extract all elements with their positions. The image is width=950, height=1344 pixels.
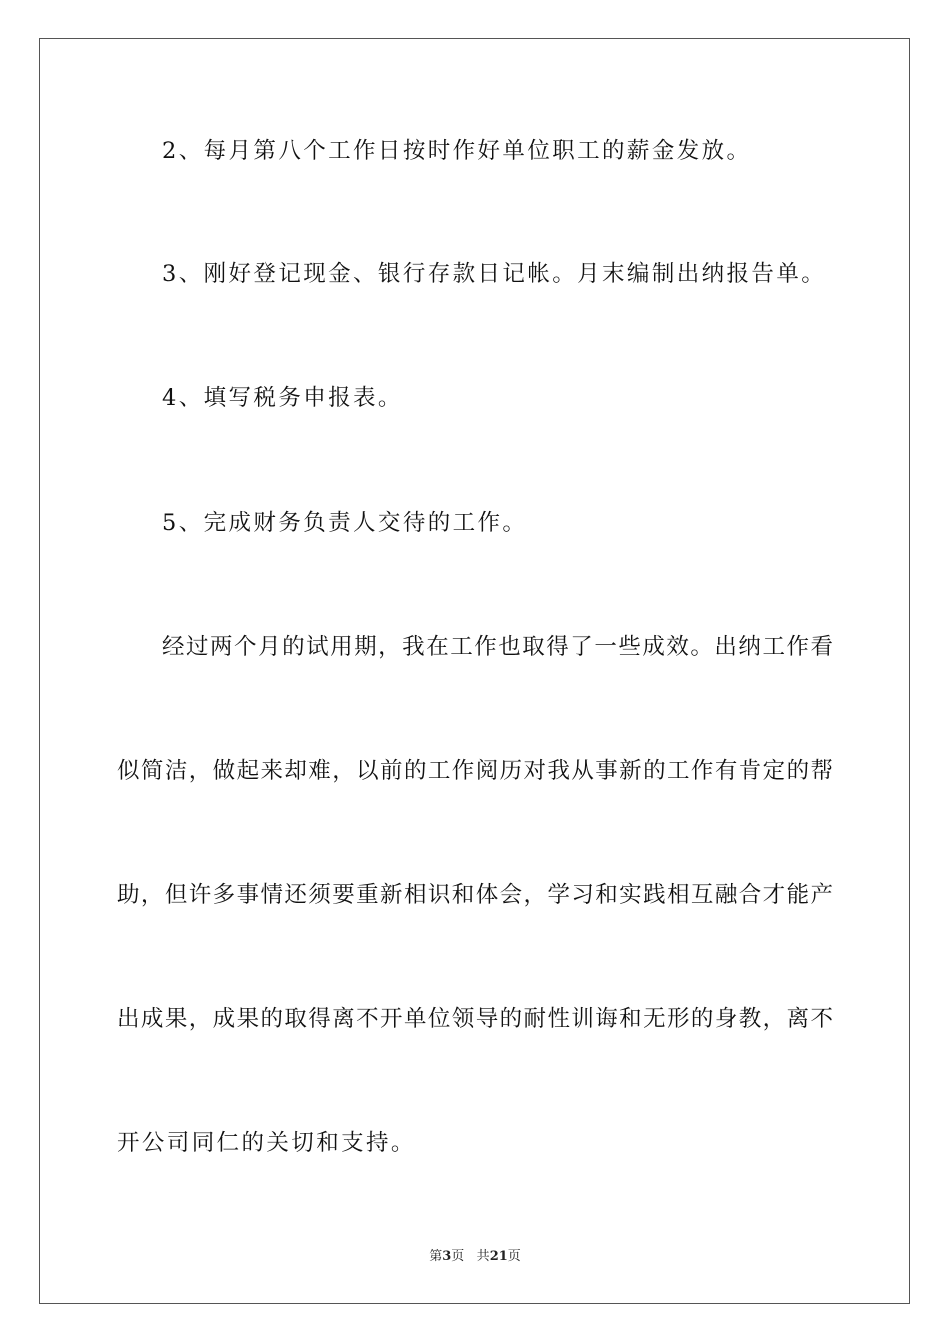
total-prefix: 共 <box>476 1249 490 1264</box>
page-footer <box>0 1248 950 1266</box>
page-prefix: 第 <box>429 1249 443 1264</box>
paragraph-line-2: 似简洁，做起来却难，以前的工作阅历对我从事新的工作有肯定的帮 <box>117 758 833 784</box>
total-suffix: 页 <box>507 1249 521 1264</box>
paragraph-line-4: 出成果，成果的取得离不开单位领导的耐性训诲和无形的身教，离不 <box>117 1006 833 1032</box>
list-item-4: 4、填写税务申报表。 <box>162 385 403 411</box>
list-item-5: 5、完成财务负责人交待的工作。 <box>162 510 528 536</box>
list-item-3: 3、刚好登记现金、银行存款日记帐。月末编制出纳报告单。 <box>162 261 827 287</box>
page-border <box>39 38 910 1304</box>
list-item-2: 2、每月第八个工作日按时作好单位职工的薪金发放。 <box>162 138 752 164</box>
total-pages: 21 <box>489 1249 508 1264</box>
page-suffix: 页 <box>451 1249 465 1264</box>
paragraph-line-1: 经过两个月的试用期，我在工作也取得了一些成效。出纳工作看 <box>162 634 833 660</box>
page-number: 3 <box>442 1249 452 1264</box>
paragraph-line-5: 开公司同仁的关切和支持。 <box>117 1130 416 1156</box>
paragraph-line-3: 助，但许多事情还须要重新相识和体会，学习和实践相互融合才能产 <box>117 882 833 908</box>
